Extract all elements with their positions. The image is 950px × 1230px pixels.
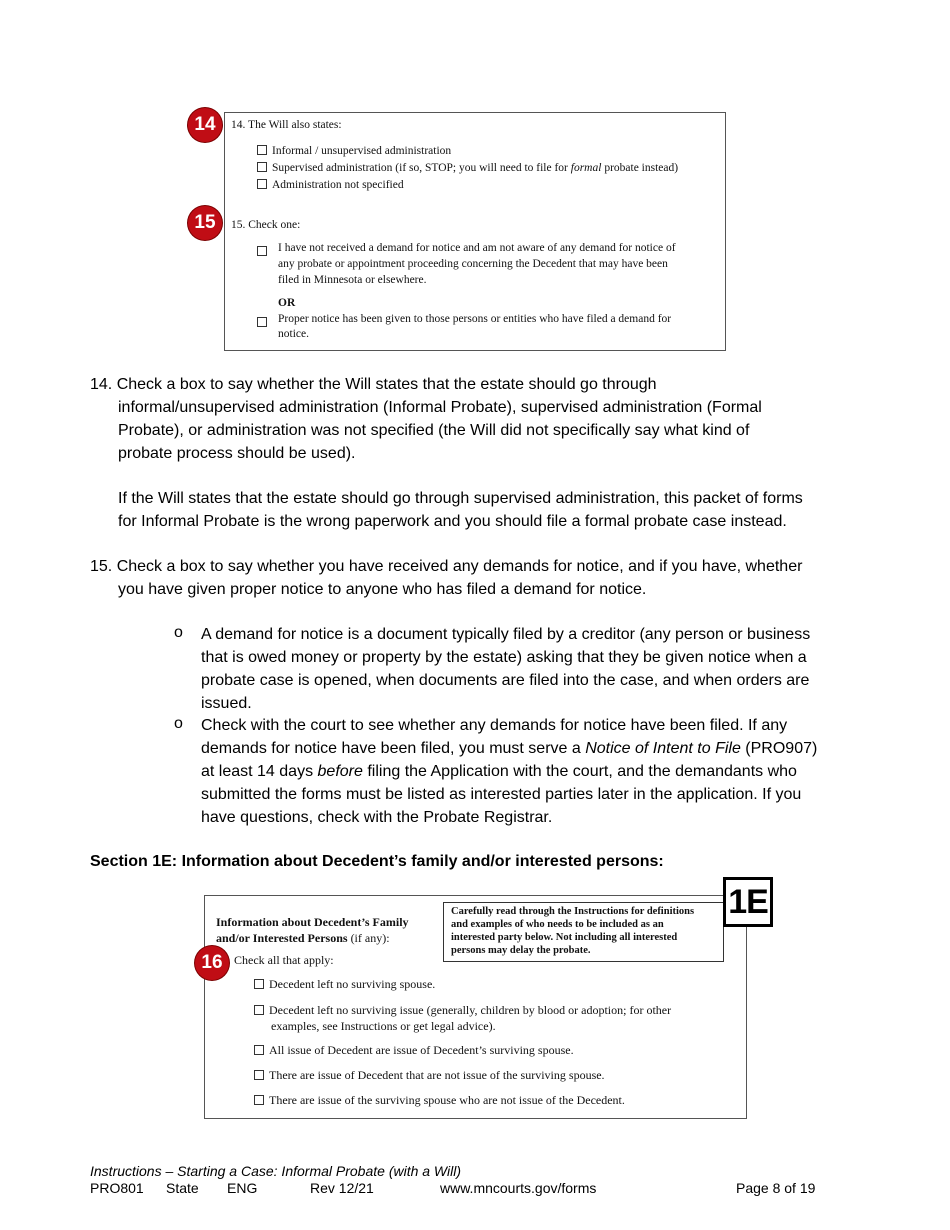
notice-line2: and examples of who needs to be included as an xyxy=(451,919,664,930)
checkbox[interactable] xyxy=(254,1005,264,1015)
checkbox[interactable] xyxy=(254,979,264,989)
checkbox[interactable] xyxy=(257,162,267,172)
item15-line2: you have given proper notice to anyone who has filed a demand for notice. xyxy=(118,581,647,598)
checkbox[interactable] xyxy=(257,246,267,256)
bullet2-line4: submitted the forms must be listed as interested parties later in the application. If you xyxy=(201,786,802,803)
section-tag-1e: 1E xyxy=(723,877,773,927)
checkbox[interactable] xyxy=(257,317,267,327)
bullet2-line2: demands for notice have been filed, you must serve a Notice of Intent to File (PRO907) xyxy=(201,740,818,757)
footer-page-number: Page 8 of 19 xyxy=(736,1180,816,1196)
notice-line1: Carefully read through the Instructions for definitions xyxy=(451,906,695,917)
item14-note-line1: If the Will states that the estate should go through supervised administration, this packet of forms xyxy=(118,490,803,507)
checkbox[interactable] xyxy=(254,1095,264,1105)
q14-option-informal: Informal / unsupervised administration xyxy=(257,145,451,157)
bullet1-line2: that is owed money or property by the estate) asking that they be given notice when a xyxy=(201,649,807,666)
bullet1-line4: issued. xyxy=(201,695,252,712)
item14-line1: 14. Check a box to say whether the Will states that the estate should go through xyxy=(90,376,657,393)
checkbox[interactable] xyxy=(257,145,267,155)
q15-option2-line2: notice. xyxy=(278,328,309,340)
q14-label: 14. The Will also states: xyxy=(231,119,342,131)
family-title-line2: and/or Interested Persons (if any): xyxy=(216,931,390,945)
q15-label: 15. Check one: xyxy=(231,219,301,231)
bullet1-line1: A demand for notice is a document typically filed by a creditor (any person or business xyxy=(201,626,811,643)
q15-or: OR xyxy=(278,297,296,309)
q15-option1-line1: I have not received a demand for notice and am not aware of any demand for notice of xyxy=(278,242,676,254)
notice-line4: persons may delay the probate. xyxy=(451,945,591,956)
footer-form-number: PRO801 xyxy=(90,1180,144,1196)
footer-language: ENG xyxy=(227,1180,258,1196)
bullet1-line3: probate case is opened, when documents are filed into the case, and when orders are xyxy=(201,672,810,689)
bullet-2-marker: o xyxy=(174,715,183,732)
family-option-issue-not-of-spouse: There are issue of Decedent that are not issue of the surviving spouse. xyxy=(254,1068,605,1083)
bullet-1-marker: o xyxy=(174,624,183,641)
checkbox[interactable] xyxy=(254,1045,264,1055)
step-badge-15: 15 xyxy=(188,206,222,240)
family-option-no-issue: Decedent left no surviving issue (generally, children by blood or adoption; for other xyxy=(254,1003,671,1018)
footer-state: State xyxy=(166,1180,199,1196)
item15-line1: 15. Check a box to say whether you have received any demands for notice, and if you have, whether xyxy=(90,558,803,575)
family-option-spouse-issue-not-decedent: There are issue of the surviving spouse who are not issue of the Decedent. xyxy=(254,1093,625,1108)
q15-option2-line1: Proper notice has been given to those persons or entities who have filed a demand for xyxy=(278,313,672,325)
checkbox[interactable] xyxy=(254,1070,264,1080)
q14-option-supervised: Supervised administration (if so, STOP; you will need to file for formal probate instead) xyxy=(257,162,678,174)
check-all-label: Check all that apply: xyxy=(234,953,334,967)
bullet2-line5: have questions, check with the Probate Registrar. xyxy=(201,809,553,826)
item14-line2: informal/unsupervised administration (Informal Probate), supervised administration (Formal xyxy=(118,399,762,416)
q15-option1-line3: filed in Minnesota or elsewhere. xyxy=(278,274,427,286)
family-option-issue-of-spouse: All issue of Decedent are issue of Decedent’s surviving spouse. xyxy=(254,1043,574,1058)
checkbox[interactable] xyxy=(257,179,267,189)
q14-option-not-specified: Administration not specified xyxy=(257,179,404,191)
step-badge-14: 14 xyxy=(188,108,222,142)
item14-line4: probate process should be used). xyxy=(118,445,356,462)
bullet2-line3: at least 14 days before filing the Application with the court, and the demandants who xyxy=(201,763,797,780)
step-badge-16: 16 xyxy=(195,946,229,980)
footer-revision: Rev 12/21 xyxy=(310,1180,374,1196)
section-1e-heading: Section 1E: Information about Decedent’s family and/or interested persons: xyxy=(90,853,664,870)
family-title-line1: Information about Decedent’s Family xyxy=(216,915,409,929)
bullet2-line1: Check with the court to see whether any demands for notice have been filed. If any xyxy=(201,717,788,734)
notice-line3: interested party below. Not including all interested xyxy=(451,932,678,943)
footer-url[interactable]: www.mncourts.gov/forms xyxy=(440,1180,597,1196)
item14-note-line2: for Informal Probate is the wrong paperwork and you should file a formal probate case instead. xyxy=(118,513,787,530)
q15-option1-line2: any probate or appointment proceeding concerning the Decedent that may have been xyxy=(278,258,668,270)
footer-title: Instructions – Starting a Case: Informal Probate (with a Will) xyxy=(90,1163,462,1179)
family-option-no-issue-line2: examples, see Instructions or get legal advice). xyxy=(271,1019,496,1033)
item14-line3: Probate), or administration was not specified (the Will did not specifically say what kind of xyxy=(118,422,750,439)
family-option-no-spouse: Decedent left no surviving spouse. xyxy=(254,977,435,992)
